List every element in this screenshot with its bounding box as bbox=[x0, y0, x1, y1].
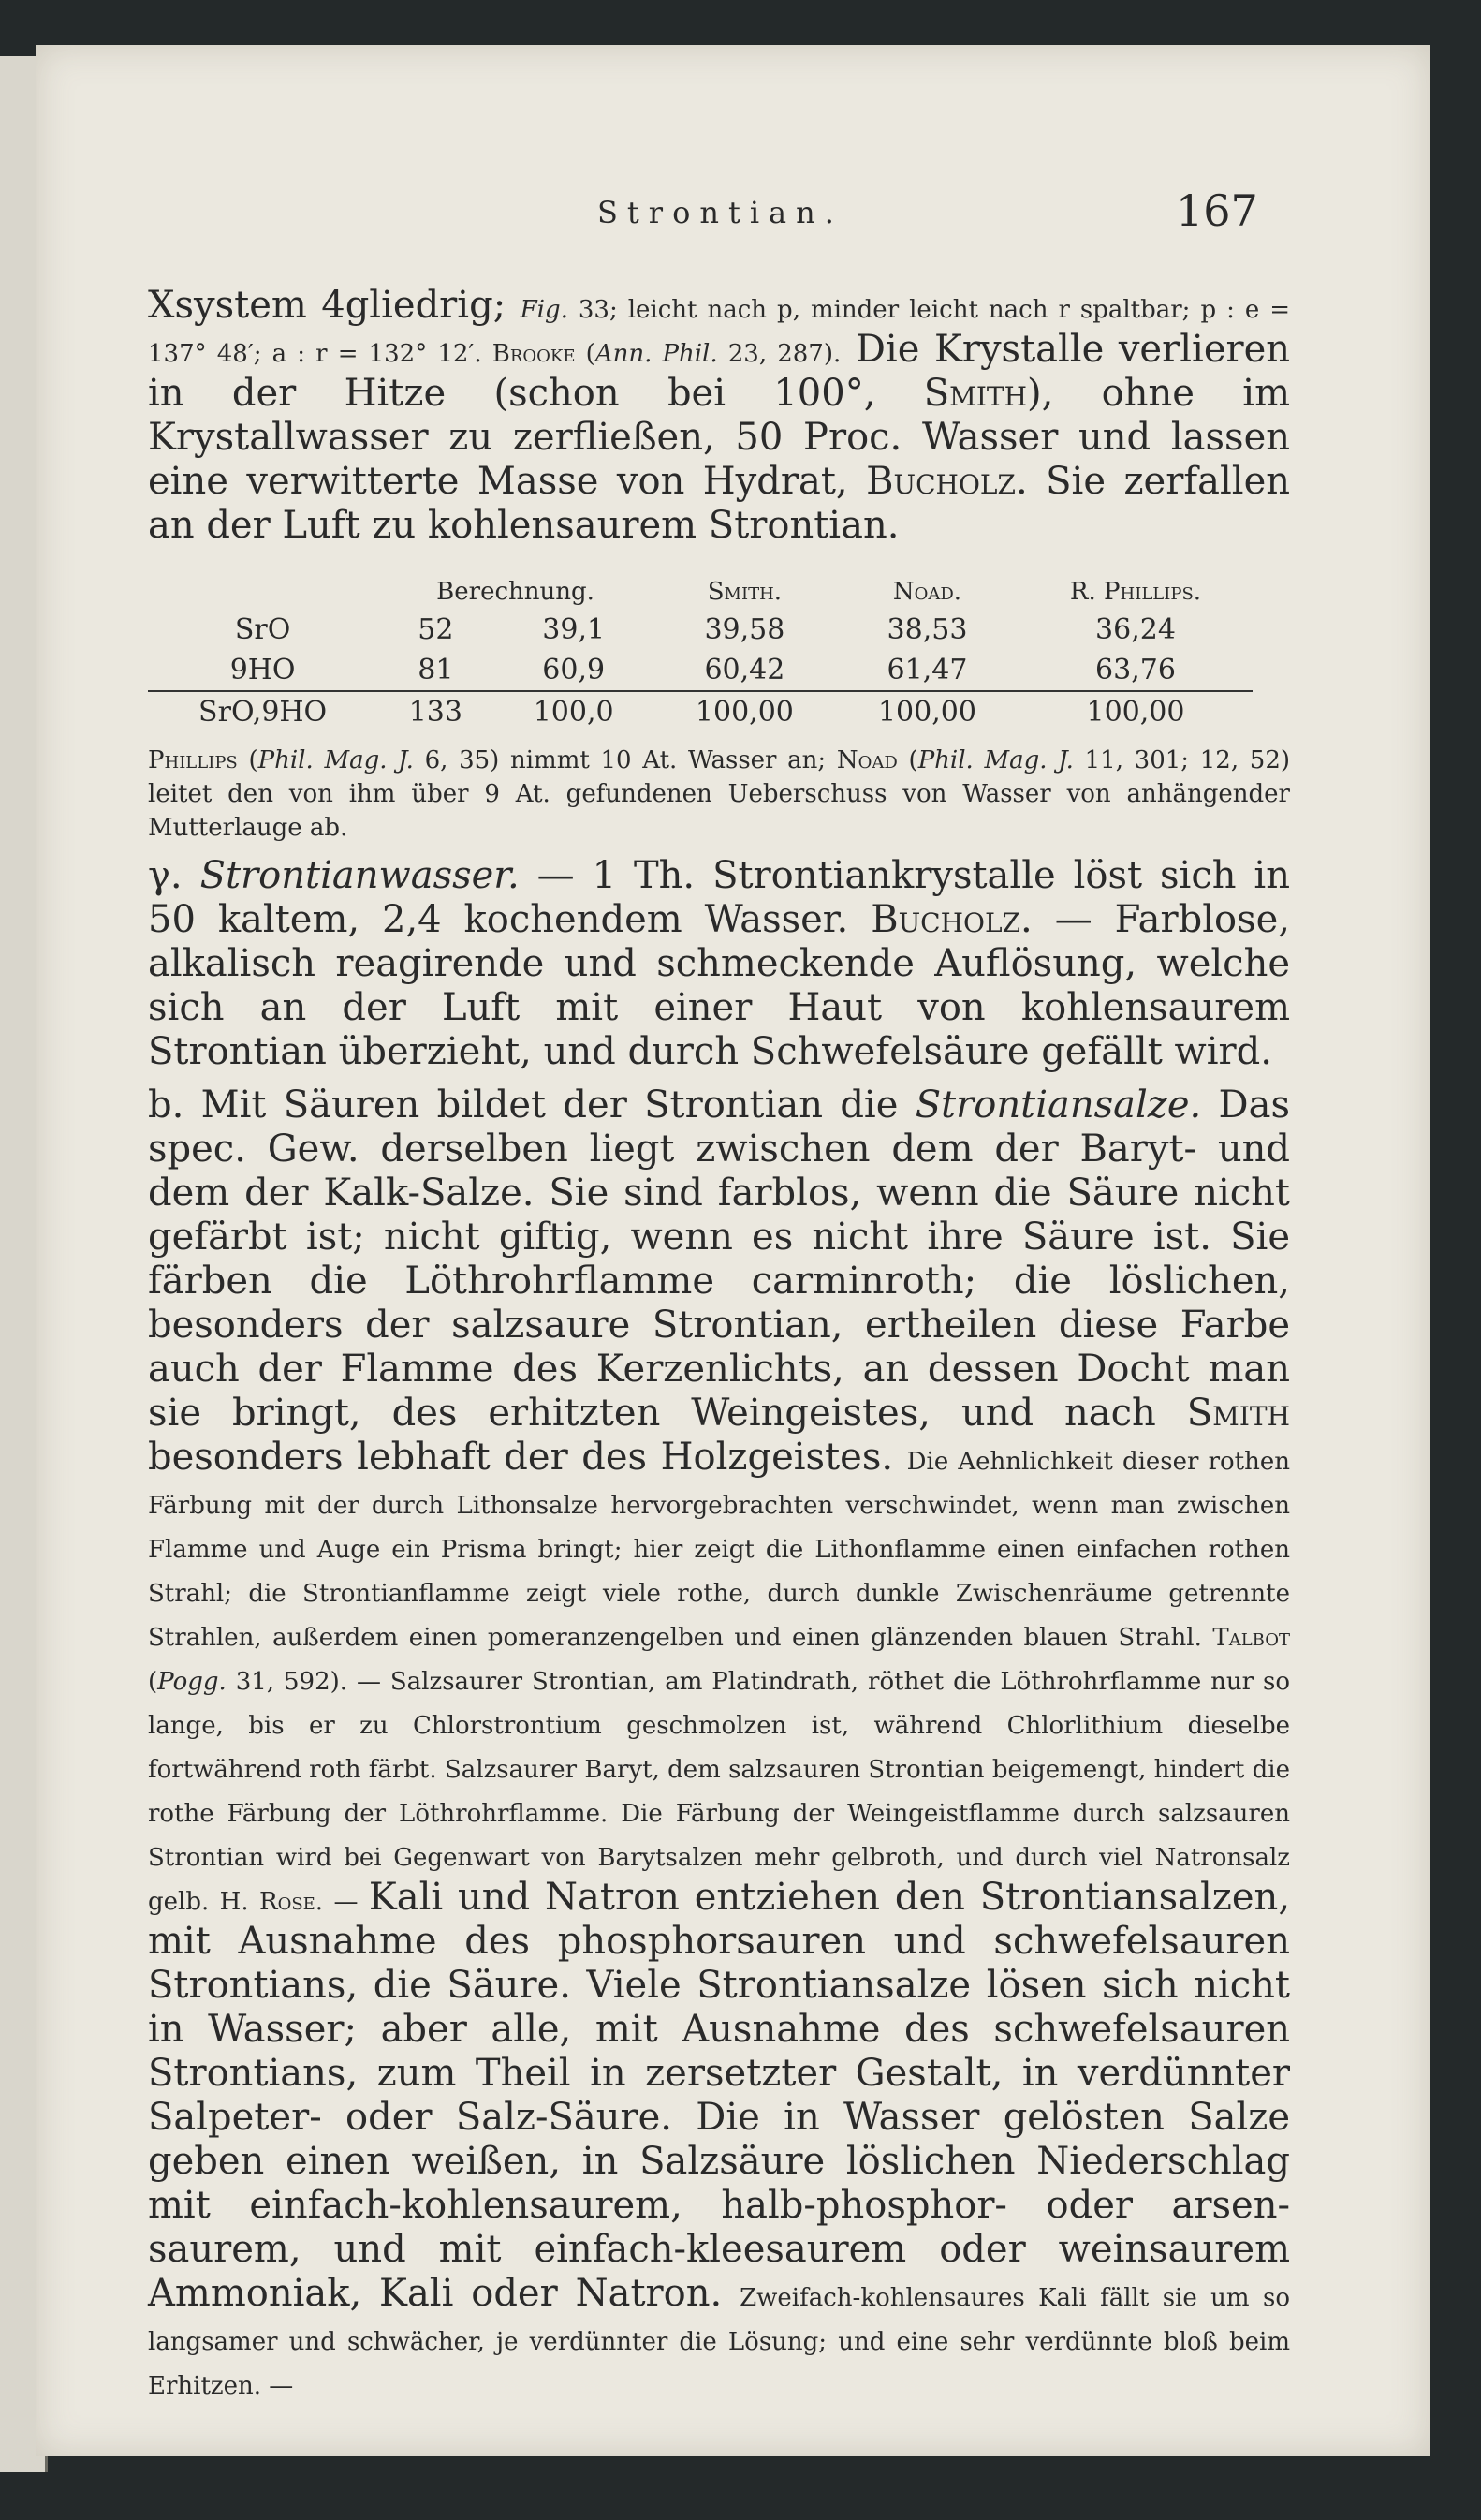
running-head: Strontian. bbox=[597, 195, 843, 230]
book-page bbox=[36, 45, 1430, 2456]
table-header-row: Berechnung. Smith. Noad. R. Phillips. bbox=[436, 578, 1202, 606]
table-row: 9HO 81 60,9 60,42 61,47 63,76 bbox=[229, 654, 1176, 686]
phillips-note: Phillips (Phil. Mag. J. 6, 35) nimmt 10 At. Wasser an; Noad (Phil. Mag. J. 11, 301; 12, 52) leitet den von ihm über 9 At. gefundenen Ueberschuss von Wasser von anhängender Mutterlauge ab. bbox=[148, 746, 1291, 842]
strontianwasser-paragraph: γ. Strontianwasser. — 1 Th. Strontiankrystalle löst sich in 50 kaltem, 2,4 kochendem Wasser. Bucholz. — Farblose, alkalisch reagirende und schmeckende Auflösung, welche sich an der Luft mit einer Haut von kohlensaurem Strontian überzieht, und durch Schwefelsäure gefällt wird. bbox=[148, 854, 1291, 1073]
page-number: 167 bbox=[1176, 185, 1258, 236]
table-total-row: SrO,9HO 133 100,0 100,00 100,00 100,00 bbox=[148, 691, 1253, 732]
aehnlichkeit-note: Die Aehnlichkeit dieser rothen Färbung mit der durch Lithonsalze hervorgebrachten verschwindet, wenn man zwischen Flamme und Auge ein Prisma bringt; hier zeigt die Lithonflamme einen einfachen rothen Strahl; die Strontianflamme zeigt viele rothe, durch dunkle Zwischenräume getrennte Strahlen, außerdem einen pomeranzengelben und einen glänzenden blauen Strahl. Talbot (Pogg. 31, 592). — Salzsaurer Strontian, am Platindrath, röthet die Löthrohrflamme nur so lange, bis er zu Chlorstrontium geschmolzen ist, während Chlorlithium dieselbe fortwährend roth färbt. Salzsaurer Baryt, dem salzsauren Strontian beigemengt, hindert die rothe Färbung der Löthrohrflamme. Die Färbung der Weingeistflamme durch salzsauren Strontian wird bei Gegenwart von Barytsalzen mehr gelbroth, und durch viel Natronsalz gelb. H. Rose. — bbox=[148, 1448, 1291, 1916]
page-text bbox=[148, 284, 1290, 2404]
crystal-paragraph: Xsystem 4gliedrig; Fig. 33; leicht nach p, minder leicht nach r spaltbar; p : e = 137° 48′; a : r = 132° 12′. Brooke (Ann. Phil. 23, 287). Die Krystalle verlieren in der Hitze (schon bei 100°, Smith), ohne im Krystallwasser zu zerfließen, 50 Proc. Wasser und lassen eine verwitterte Masse von Hydrat, Bucholz. Sie zerfallen an der Luft zu kohlensaurem Strontian. bbox=[148, 284, 1291, 547]
composition-table bbox=[148, 574, 1253, 732]
table-row: SrO 52 39,1 39,58 38,53 36,24 bbox=[234, 613, 1176, 646]
strontiansalze-paragraph: b. Mit Säuren bildet der Strontian die Strontiansalze. Das spec. Gew. derselben liegt zwischen dem der Baryt- und dem der Kalk-Salze. Sie sind farblos, wenn die Säure nicht gefärbt ist; nicht giftig, wenn es nicht ihre Säure ist. Sie färben die Löthrohrflamme carminroth; die löslichen, besonders der salzsaure Strontian, ertheilen diese Farbe auch der Flamme des Kerzenlichts, an dessen Docht man sie bringt, des erhitzten Weingeistes, und nach Smith besonders lebhaft der des Holzgeistes. Die Aehnlichkeit dieser rothen Färbung mit der durch Lithonsalze hervorgebrachten verschwindet, wenn man zwischen Flamme und Auge ein Prisma bringt; hier zeigt die Lithonflamme einen einfachen rothen Strahl; die Strontianflamme zeigt viele rothe, durch dunkle Zwischenräume getrennte Strahlen, außerdem einen pomeranzengelben und einen glänzenden blauen Strahl. Talbot (Pogg. 31, 592). — Salzsaurer Strontian, am Platindrath, röthet die Löthrohrflamme nur so lange, bis er zu Chlorstrontium geschmolzen ist, während Chlorlithium dieselbe fortwährend roth färbt. Salzsaurer Baryt, dem salzsauren Strontian beigemengt, hindert die rothe Färbung der Löthrohrflamme. Die Färbung der Weingeistflamme durch salzsauren Strontian wird bei Gegenwart von Barytsalzen mehr gelbroth, und durch viel Natronsalz gelb. H. Rose. — Kali und Natron entziehen den Strontiansalzen, mit Ausnahme des phosphorsauren und schwefelsauren Strontians, die Säure. Viele Strontiansalze lösen sich nicht in Wasser; aber alle, mit Ausnahme des schwefelsauren Strontians, zum Theil in zersetzter Gestalt, in verdünnter Salpeter- oder Salz-Säure. Die in Wasser gelösten Salze geben einen weißen, in Salzsäure löslichen Niederschlag mit einfach-kohlensaurem, halb-phosphor- oder arsen-saurem, und mit einfach-kleesaurem oder weinsaurem Ammoniak, Kali oder Natron. Zweifach-kohlensaures Kali fällt sie um so langsamer und schwächer, je verdünnter die Lösung; und eine sehr verdünnte bloß beim Erhitzen. — bbox=[148, 1083, 1291, 2400]
